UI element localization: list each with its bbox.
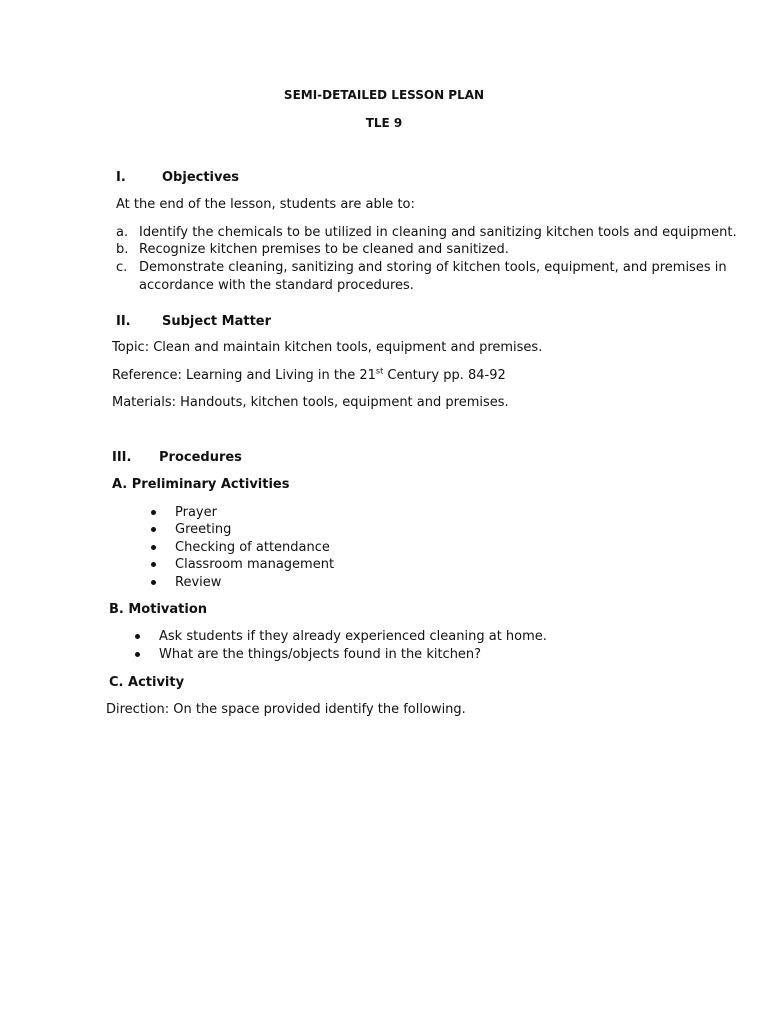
reference-text-end: Century pp. 84-92	[383, 368, 506, 383]
objective-text-continued: accordance with the standard procedures.	[139, 278, 414, 293]
objective-marker: a.	[116, 225, 129, 240]
topic-line: Topic: Clean and maintain kitchen tools, equipment and premises.	[112, 340, 543, 355]
bullet-icon	[151, 562, 156, 567]
objectives-intro: At the end of the lesson, students are able to:	[116, 197, 415, 212]
list-item: What are the things/objects found in the kitchen?	[159, 647, 482, 662]
subsection-preliminary-activities: A. Preliminary Activities	[112, 477, 290, 492]
objective-text: Recognize kitchen premises to be cleaned and sanitized.	[139, 242, 509, 257]
subsection-activity: C. Activity	[109, 675, 185, 690]
list-item: Prayer	[175, 505, 217, 520]
materials-line: Materials: Handouts, kitchen tools, equipment and premises.	[112, 395, 509, 410]
section-numeral-subject-matter: II.	[116, 314, 131, 329]
document-title: SEMI-DETAILED LESSON PLAN	[283, 88, 485, 102]
objective-text: Demonstrate cleaning, sanitizing and storing of kitchen tools, equipment, and premises in	[139, 260, 727, 275]
objective-text: Identify the chemicals to be utilized in cleaning and sanitizing kitchen tools and equipment.	[139, 225, 737, 240]
document-subtitle: TLE 9	[365, 116, 403, 130]
list-item: Checking of attendance	[175, 540, 330, 555]
reference-text: Reference: Learning and Living in the 21	[112, 368, 376, 383]
bullet-icon	[151, 527, 156, 532]
objective-marker: b.	[116, 242, 129, 257]
list-item: Classroom management	[175, 557, 335, 572]
reference-line	[112, 368, 506, 383]
subsection-motivation: B. Motivation	[109, 602, 208, 617]
section-title-objectives: Objectives	[162, 170, 240, 185]
reference-superscript: st	[375, 366, 384, 376]
section-title-procedures: Procedures	[159, 450, 242, 465]
bullet-icon	[151, 580, 156, 585]
activity-direction: Direction: On the space provided identify the following.	[106, 702, 466, 717]
bullet-icon	[135, 634, 140, 639]
bullet-icon	[135, 652, 140, 657]
list-item: Greeting	[175, 522, 232, 537]
objective-marker: c.	[116, 260, 128, 275]
list-item: Ask students if they already experienced cleaning at home.	[159, 629, 547, 644]
section-numeral-procedures: III.	[112, 450, 132, 465]
bullet-icon	[151, 510, 156, 515]
section-title-subject-matter: Subject Matter	[162, 314, 272, 329]
list-item: Review	[175, 575, 222, 590]
section-numeral-objectives: I.	[116, 170, 126, 185]
bullet-icon	[151, 545, 156, 550]
